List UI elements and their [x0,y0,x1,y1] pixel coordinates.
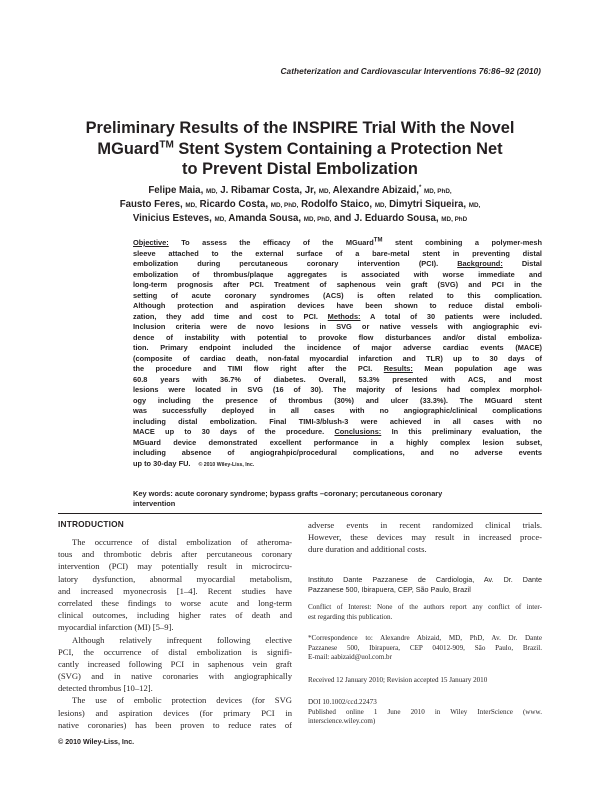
doi-info: DOI 10.1002/ccd.22473 Published online 1 June 2010 in Wiley InterScience (www. interscience.wiley.com) [308,698,542,726]
received-dates: Received 12 January 2010; Revision accepted 15 January 2010 [308,676,488,684]
author-line-3: Vinicius Esteves, MD, Amanda Sousa, MD, PhD, and J. Eduardo Sousa, MD, PhD [132,212,468,224]
author-line-1: Felipe Maia, MD, J. Ribamar Costa, Jr, MD, Alexandre Abizaid,* MD, PhD, [148,184,452,196]
correspondence: *Correspondence to: Alexandre Abizaid, MD, PhD, Av. Dr. Dante Pazzanese 500, Ibirapuera, CEP 04012-909, São Paulo, Brazil. E-mail: aabizaid@uol.com.br [308,634,542,662]
background-label: Background: [457,259,503,268]
section-divider [58,513,542,514]
title-line-2: MGuard™ Stent System Containing a Protection Net [97,139,503,158]
keywords-label: Key words: [133,489,173,498]
title-line-1: Preliminary Results of the INSPIRE Trial With the Novel [85,119,515,137]
methods-label: Methods: [327,311,361,321]
affiliation: Instituto Dante Pazzanese de Cardiologia, Av. Dr. Dante Pazzanese 500, Ibirapuera, CEP, São Paulo, Brazil [308,575,542,594]
introduction-heading: INTRODUCTION [58,519,125,529]
journal-citation: Catheterization and Cardiovascular Interventions 76:86–92 (2010) [280,66,541,76]
conclusions-label: Conclusions: [334,427,382,436]
abstract: Objective: To assess the efficacy of the MGuard™ stent combining a polymer-mesh sleeve attached to the external surface of a bare-metal stent in preventing distal embolization during percutaneous coronary intervention (PCI). Background: Distal embolization of thrombus/plaque aggregates is associated with worse immediate and long-term prognosis after PCI. Treatment of saphenous vein graft (SVG) and PCI in the setting of acute coronary syndromes (ACS) is often related to this complication. Although protection and aspiration devices have been shown to reduce distal emboli- zation, they add time and cost to PCI. Methods: A total of 30 patients were included. Inclusion criteria were de novo lesions in SVG or native vessels with angiographic evi- dence of instability with potential to provoke flow disturbances and/or distal emboliza- tion. Primary endpoint included the incidence of major adverse cardiac events (MACE) (composite of cardiac death, non-fatal myocardial infarction and TLR) up to 30 days of the procedure and TIMI flow right after the PCI. Results: Mean population age was 60.8 years with 36.7% of diabetes. Overall, 53.3% presented with ACS, and most lesions were located in SVG (16 of 30). The majority of lesions had complex morphol- ogy including the presence of thrombus (30%) and ulcer (33.3%). The MGuard stent was successfully deployed in all cases with no angiographic/clinical complications including distal embolization. Final TIMI-3/blush-3 were achieved in all cases with no MACE up to 30 days of the procedure. Conclusions: In this preliminary evaluation, the MGuard device demonstrated excellent performance in a highly complex lesion subset, including absence of angiograhpic/procedural complications, and no adverse events up to 30-day FU. © 2010 Wiley-Liss, Inc. [133,237,542,468]
footer-copyright: © 2010 Wiley-Liss, Inc. [58,738,135,746]
introduction-left-column: The occurrence of distal embolization of atheroma- tous and thrombotic debris after percutaneous coronary intervention (PCI) may potentially result in microcircu- latory dysfunction, abnormal myocardial metabolism, and increased myonecrosis [1–4]. Recent studies have correlated these findings to worse acute and long-term clinical outcomes, including higher rates of death and myocardial infarction (MI) [5–9]. Although relatively infrequent following elective PCI, the occurrence of distal embolization is signifi- cantly increased following PCI in saphenous vein graft (SVG) and in native coronaries with angiographically detected thrombus [10–12]. The use of embolic protection devices (for SVG lesions) and aspiration devices (for primary PCI in native coronaries) has been proven to reduce rates of [58,537,292,730]
title-line-3: to Prevent Distal Embolization [182,160,418,178]
objective-label: Objective: [133,238,169,247]
author-line-2: Fausto Feres, MD, Ricardo Costa, MD, PhD, Rodolfo Staico, MD, Dimytri Siqueira, MD, [119,198,481,210]
keywords: Key words: acute coronary syndrome; bypass grafts –coronary; percutaneous coronary intervention [133,489,443,509]
introduction-right-column: adverse events in recent randomized clinical trials. However, these devices may result in increased proce- dure duration and additional costs. [308,520,542,555]
author-list [40,185,560,226]
results-label: Results: [383,364,413,373]
abstract-copyright: © 2010 Wiley-Liss, Inc. [198,461,255,468]
conflict-of-interest: Conflict of Interest: None of the authors report any conflict of inter- est regarding this publication. [308,603,542,621]
article-title [40,118,560,180]
